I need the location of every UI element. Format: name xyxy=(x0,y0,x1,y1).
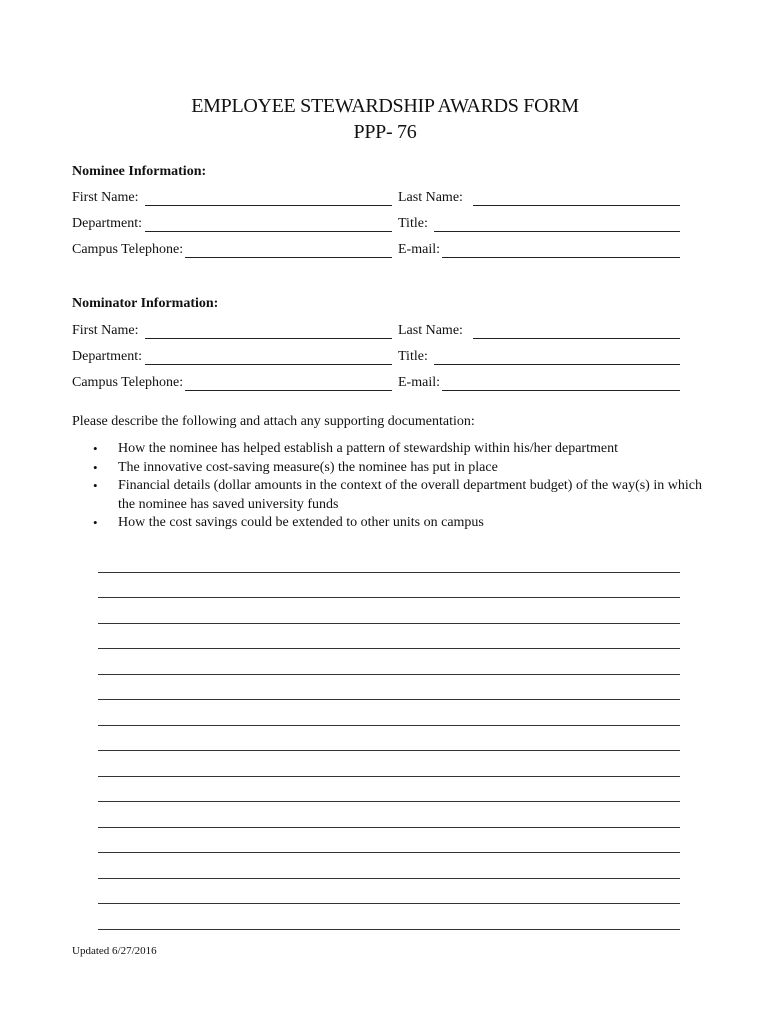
description-writing-line[interactable] xyxy=(98,676,680,701)
nominee-title-label: Title: xyxy=(398,216,428,231)
bullet-text: The innovative cost-saving measure(s) the nominee has put in place xyxy=(118,459,498,475)
nominee-campus-telephone-field xyxy=(72,238,392,258)
list-item xyxy=(72,440,712,459)
description-instructions: Please describe the following and attach any supporting documentation: xyxy=(72,414,475,429)
description-writing-line[interactable] xyxy=(98,880,680,905)
nominator-title-field xyxy=(398,345,680,365)
nominator-contact-row xyxy=(72,371,680,391)
nominator-last-name-field xyxy=(398,319,680,339)
nominee-last-name-field xyxy=(398,186,680,206)
bullet-text: How the cost savings could be extended to other units on campus xyxy=(118,515,484,530)
nominee-first-name-input[interactable] xyxy=(145,193,393,206)
description-writing-line[interactable] xyxy=(98,803,680,828)
nominator-email-label: E-mail: xyxy=(398,375,440,390)
bullet-text: Financial details (dollar amounts in the context of the overall department budget) of the way(s) in which the nominee has saved university funds xyxy=(118,478,702,512)
description-writing-line[interactable] xyxy=(98,625,680,650)
nominee-first-name-field xyxy=(72,186,392,206)
nominee-campus-telephone-input[interactable] xyxy=(185,245,392,258)
list-item xyxy=(72,514,712,533)
description-writing-line[interactable] xyxy=(98,650,680,675)
nominator-campus-telephone-label: Campus Telephone: xyxy=(72,375,184,390)
nominator-email-field xyxy=(398,371,680,391)
nominator-title-label: Title: xyxy=(398,349,428,364)
nominator-title-input[interactable] xyxy=(434,352,680,365)
nominee-name-row xyxy=(72,186,680,206)
description-writing-line[interactable] xyxy=(98,905,680,930)
nominee-department-label: Department: xyxy=(72,216,142,231)
description-writing-line[interactable] xyxy=(98,701,680,726)
nominee-section-heading: Nominee Information: xyxy=(72,164,207,179)
nominator-last-name-input[interactable] xyxy=(473,326,680,339)
nominator-last-name-label: Last Name: xyxy=(398,323,463,338)
nominee-email-label: E-mail: xyxy=(398,242,440,257)
description-writing-line[interactable] xyxy=(98,778,680,803)
nominator-campus-telephone-input[interactable] xyxy=(185,378,392,391)
bullet-icon: • xyxy=(93,515,98,530)
nominator-department-field xyxy=(72,345,392,365)
list-item xyxy=(72,477,712,514)
nominator-department-input[interactable] xyxy=(145,352,392,365)
nominee-title-input[interactable] xyxy=(434,219,680,232)
nominee-first-name-label: First Name: xyxy=(72,190,139,205)
nominator-first-name-field xyxy=(72,319,392,339)
updated-date: Updated 6/27/2016 xyxy=(72,945,157,957)
nominee-title-field xyxy=(398,212,680,232)
form-number: PPP- 76 xyxy=(353,121,417,143)
nominee-department-input[interactable] xyxy=(145,219,392,232)
form-title: EMPLOYEE STEWARDSHIP AWARDS FORM xyxy=(191,95,579,117)
bullet-icon: • xyxy=(93,459,98,475)
description-writing-line[interactable] xyxy=(98,548,680,573)
nominator-section-heading: Nominator Information: xyxy=(72,296,219,311)
description-writing-line[interactable] xyxy=(98,829,680,854)
nominator-first-name-input[interactable] xyxy=(145,326,393,339)
nominee-email-input[interactable] xyxy=(442,245,680,258)
nominator-department-label: Department: xyxy=(72,349,142,364)
list-item xyxy=(72,459,712,478)
description-writing-line[interactable] xyxy=(98,727,680,752)
bullet-icon: • xyxy=(93,441,98,456)
bullet-icon: • xyxy=(93,478,98,493)
nominator-email-input[interactable] xyxy=(442,378,680,391)
nominee-contact-row xyxy=(72,238,680,258)
bullet-text: How the nominee has helped establish a pattern of stewardship within his/her department xyxy=(118,441,618,456)
nominator-name-row xyxy=(72,319,680,339)
nominee-campus-telephone-label: Campus Telephone: xyxy=(72,242,184,257)
nominator-first-name-label: First Name: xyxy=(72,323,139,338)
nominator-department-row xyxy=(72,345,680,365)
description-writing-line[interactable] xyxy=(98,854,680,879)
nominee-email-field xyxy=(398,238,680,258)
nominee-department-row xyxy=(72,212,680,232)
nominee-last-name-label: Last Name: xyxy=(398,190,463,205)
description-writing-line[interactable] xyxy=(98,574,680,599)
description-writing-line[interactable] xyxy=(98,752,680,777)
nominator-campus-telephone-field xyxy=(72,371,392,391)
nominee-last-name-input[interactable] xyxy=(473,193,680,206)
nominee-department-field xyxy=(72,212,392,232)
description-writing-line[interactable] xyxy=(98,599,680,624)
description-writing-area xyxy=(98,548,680,931)
description-bullet-list xyxy=(72,440,712,533)
